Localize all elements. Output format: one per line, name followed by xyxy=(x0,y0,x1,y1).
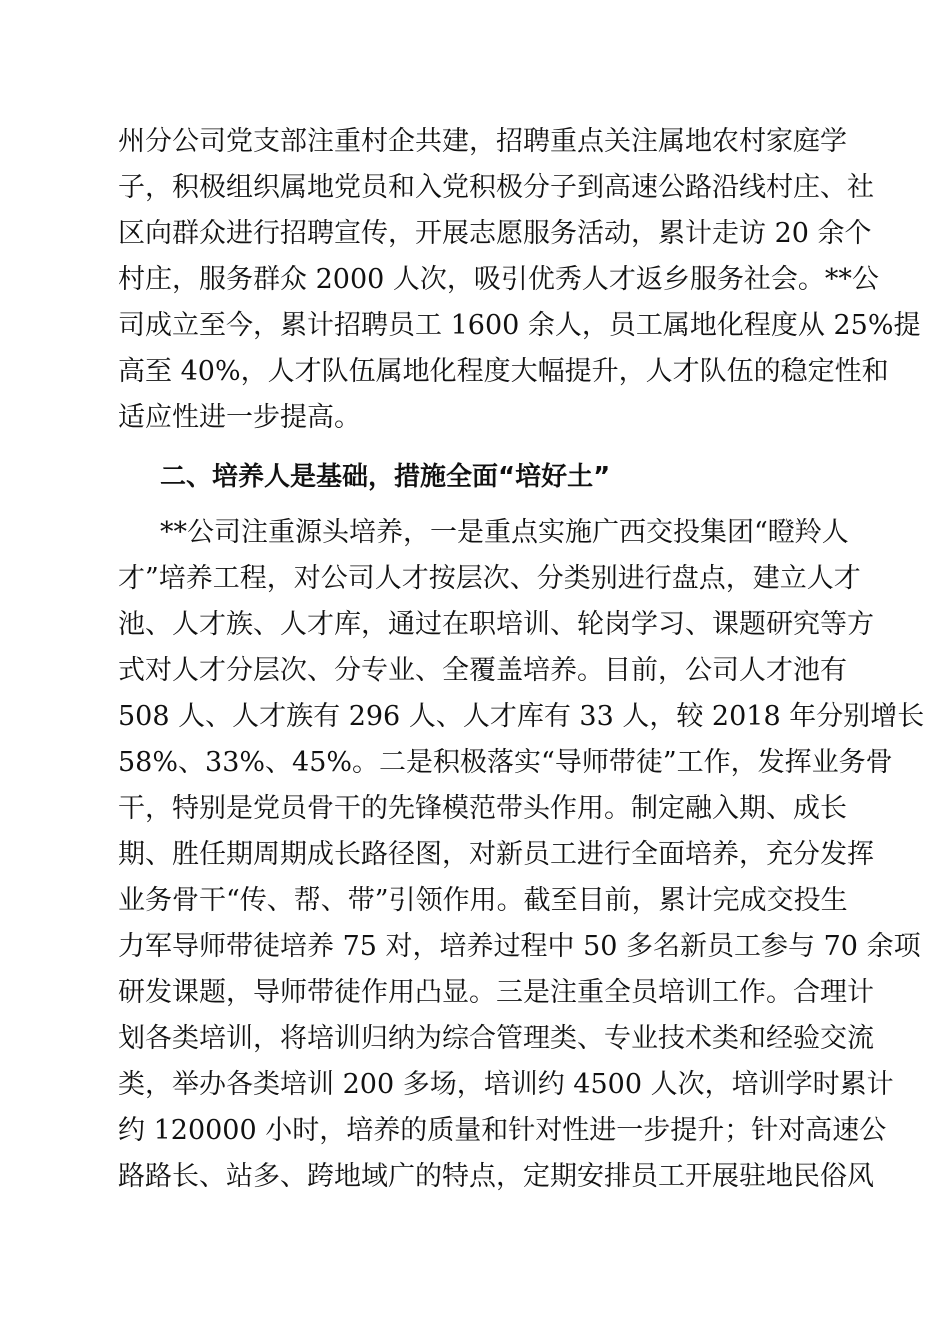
paragraph-2-line-7: 干，特别是党员骨干的先锋模范带头作用。制定融入期、成长 xyxy=(118,793,847,824)
paragraph-2-line-13: 类，举办各类培训 200 多场，培训约 4500 人次，培训学时累计 xyxy=(118,1069,894,1100)
paragraph-2-line-4: 式对人才分层次、分专业、全覆盖培养。目前，公司人才池有 xyxy=(118,655,847,686)
paragraph-2-line-5: 508 人、人才族有 296 人、人才库有 33 人，较 2018 年分别增长 xyxy=(118,701,925,732)
paragraph-1-line-5: 司成立至今，累计招聘员工 1600 余人，员工属地化程度从 25%提 xyxy=(118,310,921,341)
paragraph-1-line-6: 高至 40%，人才队伍属地化程度大幅提升，人才队伍的稳定性和 xyxy=(118,356,889,387)
paragraph-2-line-1: **公司注重源头培养，一是重点实施广西交投集团“瞪羚人 xyxy=(160,517,849,548)
paragraph-2-line-11: 研发课题，导师带徒作用凸显。三是注重全员培训工作。合理计 xyxy=(118,977,874,1008)
paragraph-2-line-9: 业务骨干“传、帮、带”引领作用。截至目前，累计完成交投生 xyxy=(118,885,848,916)
paragraph-2-line-14: 约 120000 小时，培养的质量和针对性进一步提升；针对高速公 xyxy=(118,1115,887,1146)
section-heading: 二、培养人是基础，措施全面“培好土” xyxy=(160,462,611,492)
paragraph-1-line-4: 村庄，服务群众 2000 人次，吸引优秀人才返乡服务社会。**公 xyxy=(118,264,879,295)
paragraph-2-line-6: 58%、33%、45%。二是积极落实“导师带徒”工作，发挥业务骨 xyxy=(118,747,893,778)
paragraph-1-line-2: 子，积极组织属地党员和入党积极分子到高速公路沿线村庄、社 xyxy=(118,172,874,203)
paragraph-1-line-1: 州分公司党支部注重村企共建，招聘重点关注属地农村家庭学 xyxy=(118,126,847,157)
paragraph-2-line-8: 期、胜任期周期成长路径图，对新员工进行全面培养，充分发挥 xyxy=(118,839,874,870)
paragraph-2-line-3: 池、人才族、人才库，通过在职培训、轮岗学习、课题研究等方 xyxy=(118,609,874,640)
paragraph-1-line-3: 区向群众进行招聘宣传，开展志愿服务活动，累计走访 20 余个 xyxy=(118,218,872,249)
paragraph-2-line-15: 路路长、站多、跨地域广的特点，定期安排员工开展驻地民俗风 xyxy=(118,1161,874,1192)
paragraph-2-line-2: 才”培养工程，对公司人才按层次、分类别进行盘点，建立人才 xyxy=(118,563,861,594)
paragraph-1-line-7: 适应性进一步提高。 xyxy=(118,402,361,433)
paragraph-2-line-12: 划各类培训，将培训归纳为综合管理类、专业技术类和经验交流 xyxy=(118,1023,874,1054)
paragraph-2-line-10: 力军导师带徒培养 75 对，培养过程中 50 多名新员工参与 70 余项 xyxy=(118,931,921,962)
